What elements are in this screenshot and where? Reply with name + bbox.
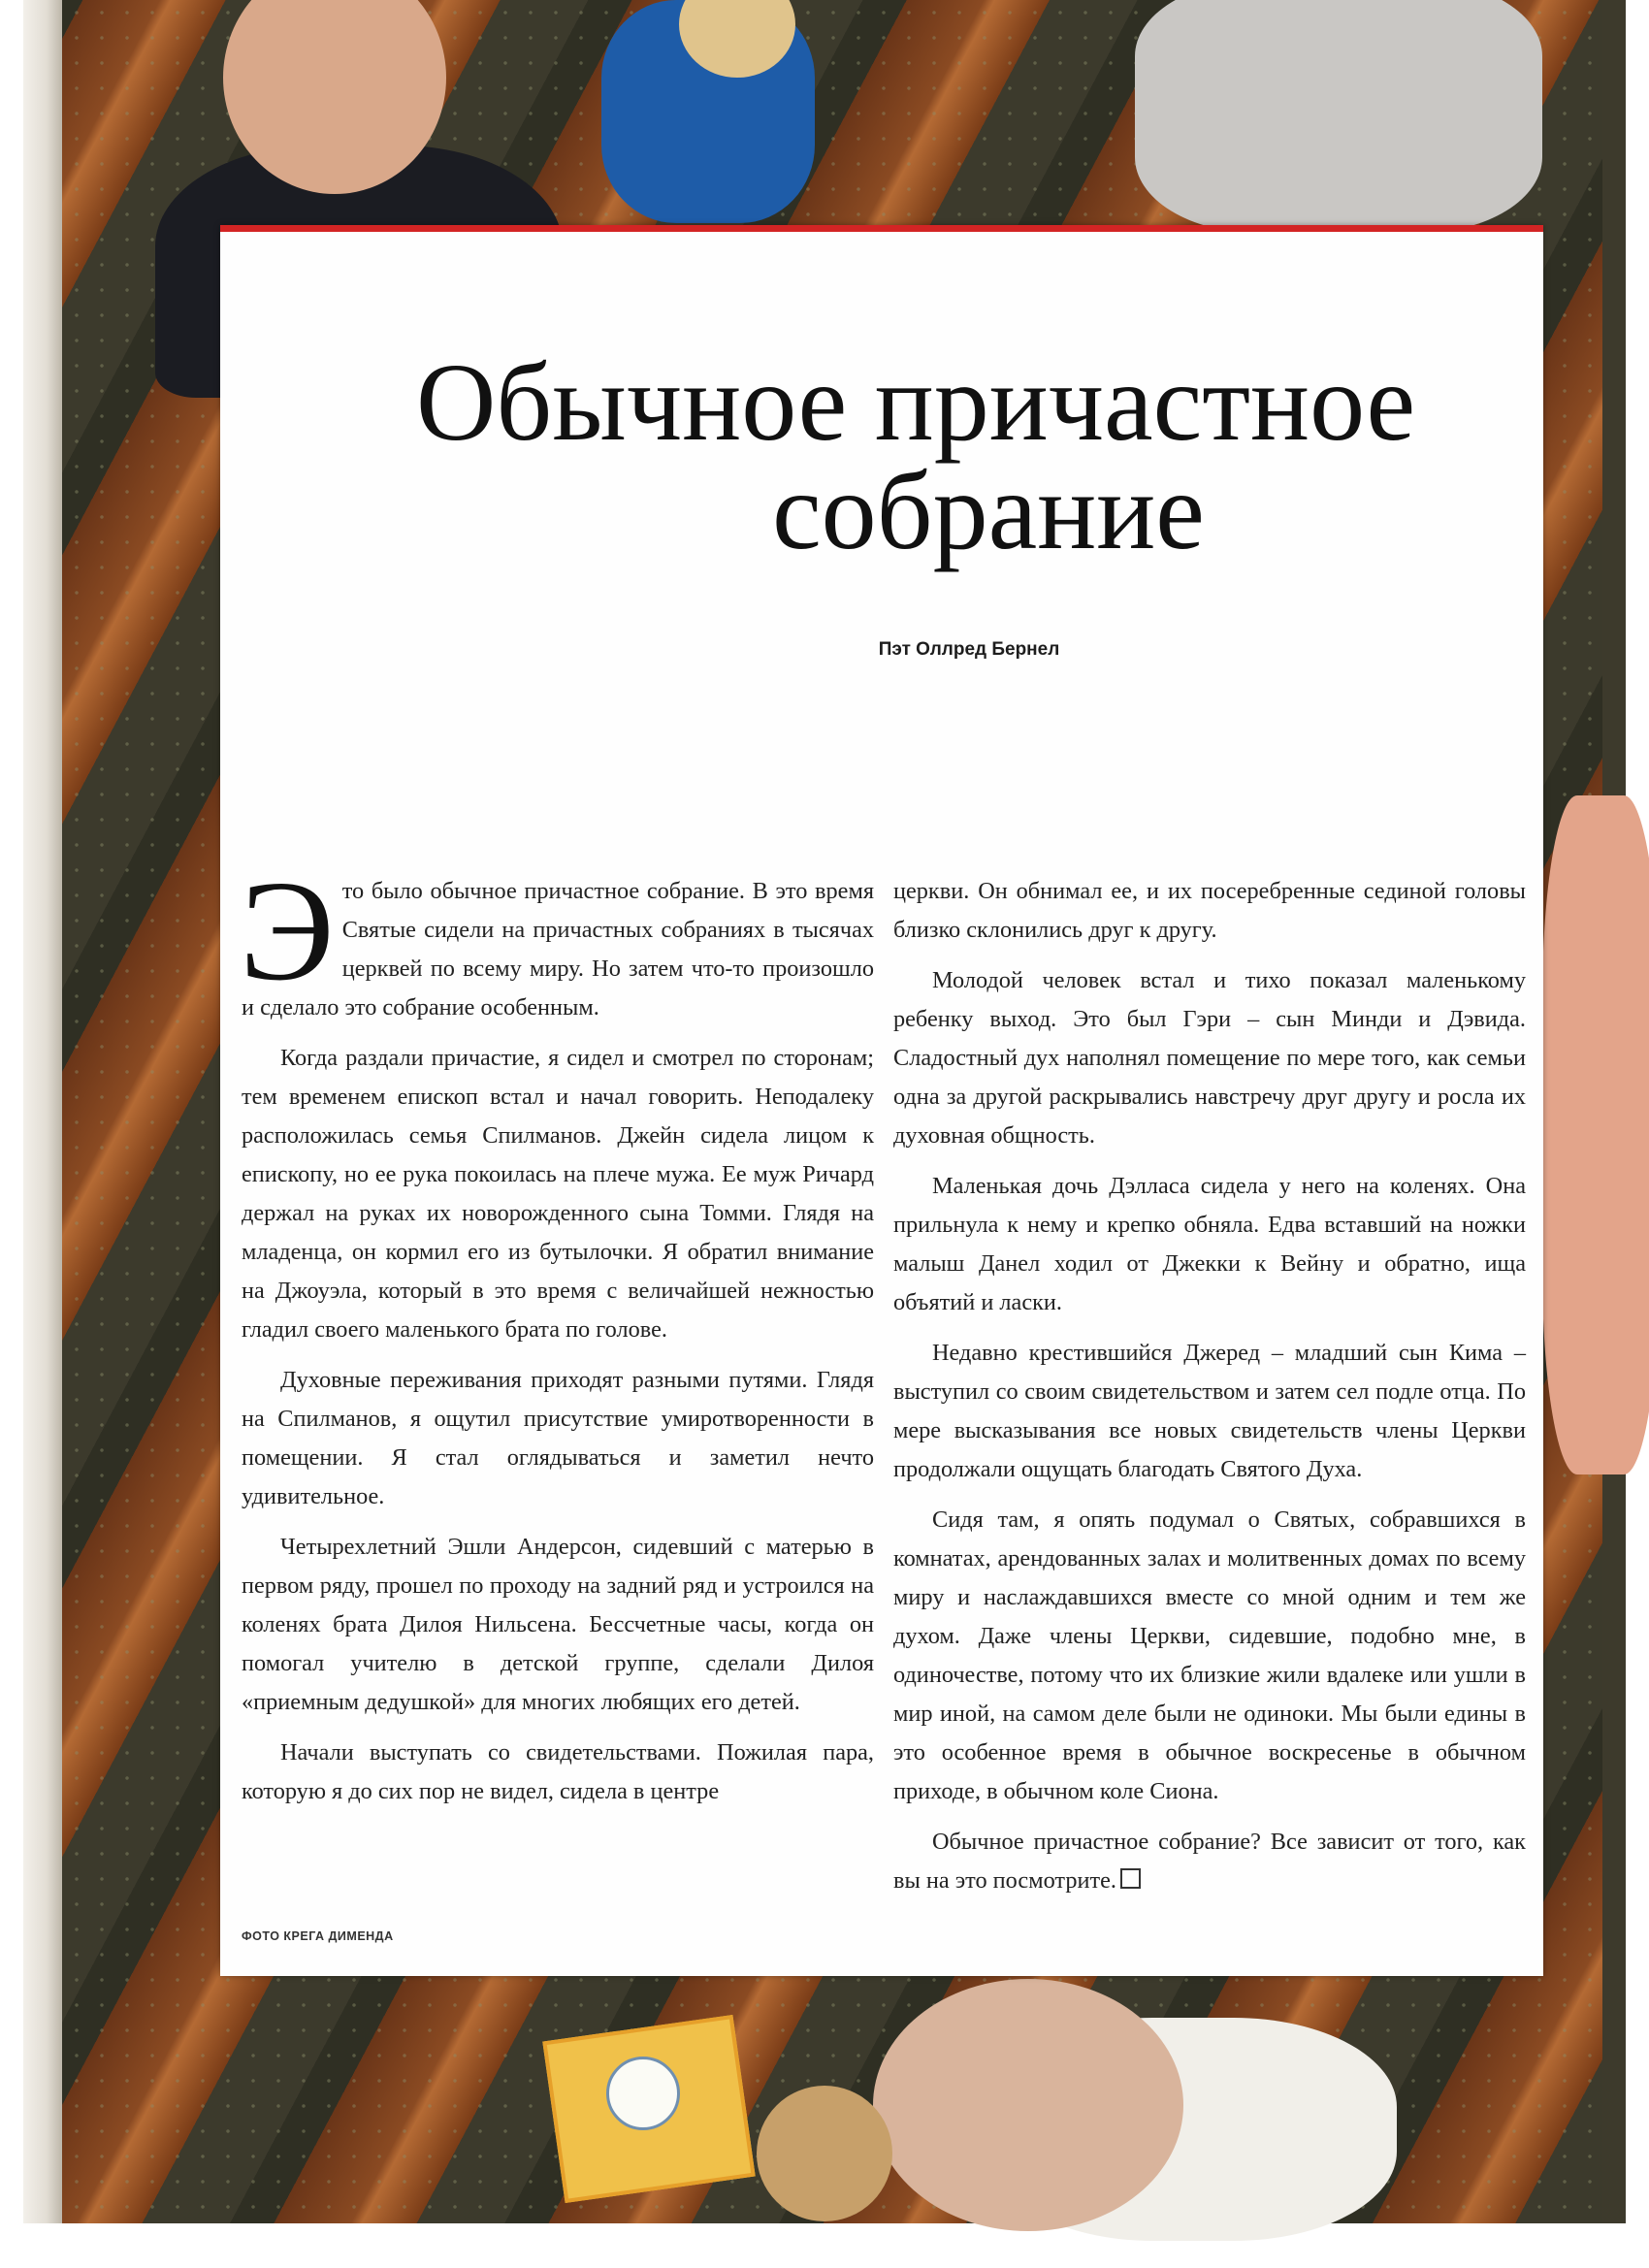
title-line-2: собрание	[772, 449, 1205, 572]
page-spine	[23, 0, 62, 2223]
drop-cap: Э	[240, 852, 335, 1011]
article-title	[220, 340, 1543, 572]
paragraph: церкви. Он обнимал ее, и их посеребренные сединой головы близко склонились друг к другу.	[893, 878, 1526, 943]
article-panel	[220, 225, 1543, 1976]
paragraph: Четырехлетний Эшли Андерсон, сидевший с матерью в первом ряду, прошел по проходу на задний ряд и устроился на коленях брата Дилоя Нильсена. Бессчетные часы, когда он помогал учителю в детской группе, сделали Дилоя «приемным дедушкой» для многих любящих его детей.	[242, 1534, 874, 1715]
paragraph: Молодой человек встал и тихо показал маленькому ребенку выход. Это был Гэри – сын Минди и Дэвида. Сладостный дух наполнял помещение по мере того, как семьи одна за другой раскрывались навстречу друг другу и росла их духовная общность.	[893, 967, 1526, 1149]
photo-woman-in-dress	[1135, 0, 1542, 233]
photo-credit: ФОТО КРЕГА ДИМЕНДА	[242, 1929, 394, 1943]
paragraph-final	[893, 1823, 1526, 1900]
paragraph	[240, 852, 874, 1027]
photo-girl-in-pink	[1542, 795, 1649, 1474]
photo-woman-head	[873, 1979, 1183, 2231]
paragraph-text: то было обычное причастное собрание. В это время Святые сидели на причастных собраниях в тысячах церквей по всему миру. Но затем что-то произошло и сделало это собрание особенным.	[242, 878, 874, 1021]
author-byline: Пэт Оллред Бернел	[878, 639, 1060, 660]
article-column-right	[893, 872, 1526, 1912]
paragraph: Начали выступать со свидетельствами. Пожилая пара, которую я до сих пор не видел, сидела в центре	[242, 1739, 874, 1804]
title-line-1: Обычное причастное	[415, 340, 1416, 464]
paragraph: Сидя там, я опять подумал о Святых, собравшихся в комнатах, арендованных залах и молитвенных домах по всему миру и наслаждавшихся вместе со мной одним и тем же духом. Даже члены Церкви, сидевшие, подобно мне, в одиночестве, потому что их близкие жили вдалеке или ушли в мир иной, на самом деле были не одиноки. Мы были едины в это особенное время в обычное воскресенье в обычном приходе, в обычном коле Сиона.	[893, 1507, 1526, 1804]
photo-baby	[757, 2086, 892, 2221]
paragraph-text: Обычное причастное собрание? Все зависит от того, как вы на это посмотрите.	[893, 1829, 1526, 1894]
article-column-left	[240, 852, 874, 1823]
paragraph: Когда раздали причастие, я сидел и смотрел по сторонам; тем временем епископ встал и начал говорить. Неподалеку расположилась семья Спилманов. Джейн сидела лицом к епископу, но ее рука покоилась на плече мужа. Ее муж Ричард держал на руках их новорожденного сына Томми. Глядя на младенца, он кормил его из бутылочки. Я обратил внимание на Джоуэла, который в это время с величайшей нежностью гладил своего маленького брата по голове.	[242, 1045, 874, 1343]
paragraph: Недавно крестившийся Джеред – младший сын Кима – выступил со своим свидетельством и затем сел подле отца. По мере высказывания все новых свидетельств члены Церкви продолжали ощущать благодать Святого Духа.	[893, 1340, 1526, 1482]
paragraph: Духовные переживания приходят разными путями. Глядя на Спилманов, я ощутил присутствие умиротворенности в помещении. Я стал оглядываться и заметил нечто удивительное.	[242, 1367, 874, 1509]
paragraph: Маленькая дочь Дэлласа сидела у него на коленях. Она прильнула к нему и крепко обняла. Едва вставший на ножки малыш Данел ходил от Джекки к Вейну и обратно, ища объятий и ласки.	[893, 1173, 1526, 1315]
end-mark-icon	[1120, 1868, 1141, 1889]
photo-toy-clock	[606, 2057, 680, 2130]
